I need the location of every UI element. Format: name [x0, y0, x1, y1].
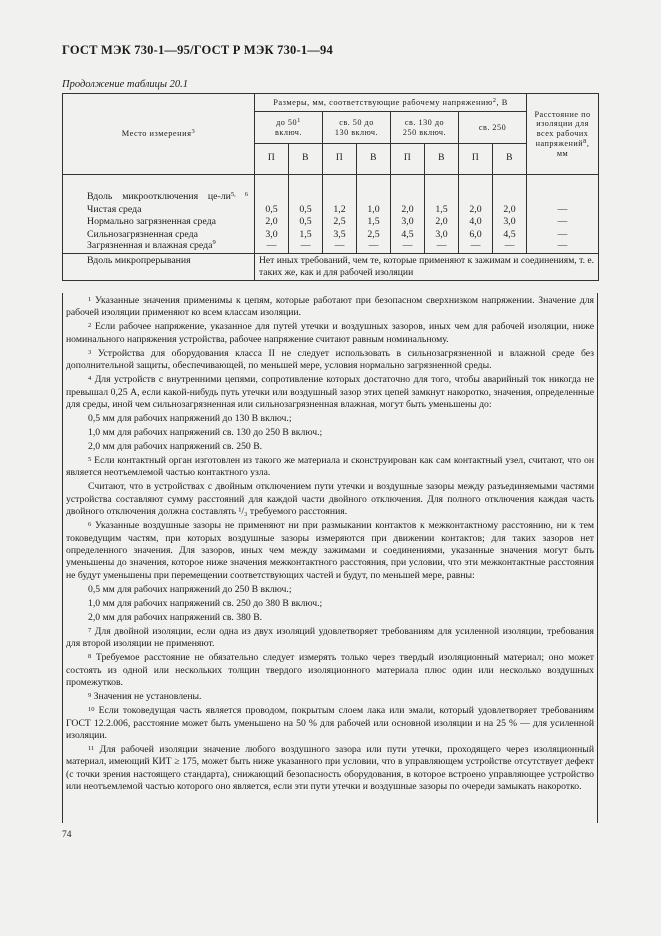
table-cell: —	[527, 215, 599, 228]
table-row	[63, 175, 599, 203]
table-cell	[289, 175, 323, 203]
table-cell: 2,5	[357, 228, 391, 241]
row-label: Нормально загрязненная среда	[63, 215, 255, 228]
table-cell: 1,5	[425, 203, 459, 216]
table-row-micro-interruption	[63, 253, 599, 280]
table-cell: 3,0	[255, 228, 289, 241]
table-cell	[459, 175, 493, 203]
document-header: ГОСТ МЭК 730-1—95/ГОСТ Р МЭК 730-1—94	[62, 43, 333, 57]
footnote: $^5$ Если контактный орган изготовлен из такого же материала и сконструирован как сам контактный узел, считают, что он является неотъемлемой частью контактного узла.	[66, 455, 595, 479]
table-cell: 0,5	[289, 215, 323, 228]
voltage-range-header: св. 50 до 130 включ.	[323, 112, 391, 144]
table-cell: 3,0	[493, 215, 527, 228]
table-cell: —	[527, 240, 599, 253]
row-label: Сильнозагрязненная среда	[63, 228, 255, 241]
footnote-number: 11	[88, 744, 95, 752]
footnote: $^9$ Значения не установлены.	[88, 691, 202, 703]
footnote-number: 3	[88, 348, 92, 356]
footnote-number: 7	[88, 626, 92, 634]
footnote: $^{11}$ Для рабочей изоляции значение любого воздушного зазора или пути утечки, проходящего через изоляционный материал, имеющий КИТ ≥ 175, может быть ниже указанного при условии, что в управляющем устройстве отсутствует дефект (с точки зрения настоящего стандарта), снижающий безопасность оборудования, в которое встроено управляющее устройство или неотъемлемой частью которого оно является, если эти пути утечки и воздушные зазоры по очереди замыкать накоротко.	[66, 743, 594, 793]
table-cell: 2,0	[459, 203, 493, 216]
footnote: 2,0 мм для рабочих напряжений св. 380 В.	[88, 611, 263, 623]
footnote-number: 1	[88, 296, 92, 303]
footnote: 1,0 мм для рабочих напряжений св. 130 до 250 В включ.;	[88, 427, 323, 439]
header-creepage-distance: Расстояние по изоляции для всех рабочих напряжений$^8$, мм	[527, 94, 599, 175]
table-cell: 2,0	[391, 203, 425, 216]
footnote: 2,0 мм для рабочих напряжений св. 250 В.	[88, 441, 263, 453]
table-cell	[493, 175, 527, 203]
header-measure-place: Место измерения$^3$	[63, 94, 255, 175]
table-cell	[255, 175, 289, 203]
footnote-number: 4	[88, 375, 92, 383]
footnote-number: 8	[88, 653, 92, 661]
footnote: $^3$ Устройства для оборудования класса II не следует использовать в сильнозагрязненной и влажной среде без дополнительной защиты, обеспечивающей, по меньшей мере, условия нормально загрязненной среды.	[66, 347, 594, 372]
table-cell: 1,2	[323, 203, 357, 216]
insulation-type-header: В	[493, 144, 527, 175]
footnote-number: 5	[88, 456, 92, 464]
table-cell	[323, 175, 357, 203]
table-cell: 4,5	[493, 228, 527, 241]
table-cell: —	[357, 240, 391, 253]
footnote: $^2$ Если рабочее напряжение, указанное для путей утечки и воздушных зазоров, иных чем для рабочей изоляции, ниже номинального напряжения устройства, рабочее напряжение считают равным номинальному.	[66, 321, 594, 345]
table-cell: 0,5	[289, 203, 323, 216]
footnote: $^7$ Для двойной изоляции, если одна из двух изоляций удовлетворяет требованиям для усиленной изоляции, требования для второй изоляции не применяют.	[66, 625, 594, 650]
footnote: $^8$ Требуемое расстояние не обязательно следует измерять только через твердый изоляционный материал; оно может состоять из одной или нескольких толщин твердого изоляционного материала плюс один или несколько воздушных промежутков.	[66, 652, 594, 689]
header-sizes: Размеры, мм, соответствующие рабочему напряжению$^2$, В	[255, 94, 527, 112]
page-number: 74	[62, 830, 72, 840]
table-cell: 2,0	[493, 203, 527, 216]
insulation-type-header: В	[357, 144, 391, 175]
clearance-table	[62, 93, 599, 281]
table-cell	[357, 175, 391, 203]
footnote: $^{10}$ Если токоведущая часть является проводом, покрытым слоем лака или эмали, который удовлетворяет требованиям ГОСТ 12.2.006, расстояние может быть уменьшено на 50 % для рабочей или основной изоляции и на 25 % — для усиленной изоляции.	[66, 705, 595, 741]
insulation-type-header: П	[459, 144, 493, 175]
table-cell: —	[459, 240, 493, 253]
table-cell: —	[527, 203, 599, 216]
table-cell	[527, 175, 599, 203]
footnote: 1,0 мм для рабочих напряжений св. 250 до 380 В включ.;	[88, 597, 323, 609]
table-cell: —	[527, 228, 599, 241]
footnote: $^1$ Указанные значения применимы к цепям, которые работают при безопасном сверхнизком напряжении. Значение для рабочей изоляции применяют ко всем классам изоляции.	[66, 295, 595, 319]
table-row	[63, 240, 599, 253]
table-cell: 3,0	[425, 228, 459, 241]
table-cell: 3,5	[323, 228, 357, 241]
insulation-type-header: П	[323, 144, 357, 175]
spec-table-wrap	[62, 93, 598, 281]
table-cell	[425, 175, 459, 203]
insulation-type-header: В	[425, 144, 459, 175]
row-label: Вдоль микропрерывания	[63, 253, 255, 280]
footnote: 0,5 мм для рабочих напряжений до 130 В включ.;	[88, 413, 292, 425]
table-cell: 4,0	[459, 215, 493, 228]
footnote-number: 6	[88, 521, 92, 529]
table-row	[63, 215, 599, 228]
insulation-type-header: П	[391, 144, 425, 175]
table-cell: 2,0	[425, 215, 459, 228]
table-cell: 1,5	[289, 228, 323, 241]
table-cell: —	[323, 240, 357, 253]
table-row	[63, 228, 599, 241]
footnote-number: 2	[88, 322, 92, 330]
row-label: Вдоль микроотключения це-ли$^{5, 6}$	[63, 175, 255, 203]
table-cell: —	[289, 240, 323, 253]
table-cell: —	[391, 240, 425, 253]
table-cell: 1,0	[357, 203, 391, 216]
table-cell: 2,0	[255, 215, 289, 228]
footnote-number: 9	[88, 692, 92, 700]
table-cell: —	[255, 240, 289, 253]
footnote: Считают, что в устройствах с двойным отключением пути утечки и воздушные зазоры между разъединяемыми частями устройства составляют сумму расстояний для каждой части двойного отключения. Для полного отключения каждая часть двойного отключения должна составлять ¹/₃ требуемого расстояния.	[66, 481, 594, 518]
table-cell: 0,5	[255, 203, 289, 216]
table-continuation-caption: Продолжение таблицы 20.1	[62, 79, 189, 90]
table-cell: —	[425, 240, 459, 253]
table-footnotes	[62, 293, 598, 823]
footnote: $^4$ Для устройств с внутренними цепями, сопротивление которых достаточно для того, чтобы аварийный ток никогда не превышал 0,25 А, если какой-нибудь путь утечки или воздушный зазор этих цепей замкнут накоротко, значения, определенные для среды, иной чем сильнозагрязненная или сильнозагрязненная влажная, могут быть уменьшены до:	[66, 374, 594, 411]
table-cell: —	[493, 240, 527, 253]
table-cell: 3,0	[391, 215, 425, 228]
row-label: Загрязненная и влажная среда$^9$	[63, 240, 255, 253]
footnote-number: 10	[88, 706, 95, 714]
insulation-type-header: П	[255, 144, 289, 175]
insulation-type-header: В	[289, 144, 323, 175]
voltage-range-header: св. 130 до 250 включ.	[391, 112, 459, 144]
table-cell: 1,5	[357, 215, 391, 228]
row-label: Чистая среда	[63, 203, 255, 216]
table-cell: 4,5	[391, 228, 425, 241]
voltage-range-header: до $50^1$ включ.	[255, 112, 323, 144]
table-cell	[391, 175, 425, 203]
merged-requirement-cell: Нет иных требований, чем те, которые применяют к зажимам и соединениям, т. е. таких же, как и для рабочей изоляции	[255, 253, 599, 280]
table-row	[63, 203, 599, 216]
footnote: $^6$ Указанные воздушные зазоры не применяют ни при размыкании контактов к межконтактному расстоянию, ни к тем токоведущим частям, при которых воздушные зазоры измеряются при движении контактов; для таких зазоров нет определенного значения. Для зазоров, иных чем между зажимами и соединениями, указанные значения могут быть уменьшены до значения, которое ниже значения межконтактного расстояния, при условии, что эти межконтактные расстояния не будут уменьшены при перемещении соответствующих частей и будут, по меньшей мере, равны:	[66, 520, 594, 581]
table-cell: 2,5	[323, 215, 357, 228]
footnote: 0,5 мм для рабочих напряжений до 250 В включ.;	[88, 583, 292, 595]
table-cell: 6,0	[459, 228, 493, 241]
voltage-range-header: св. 250	[459, 112, 527, 144]
